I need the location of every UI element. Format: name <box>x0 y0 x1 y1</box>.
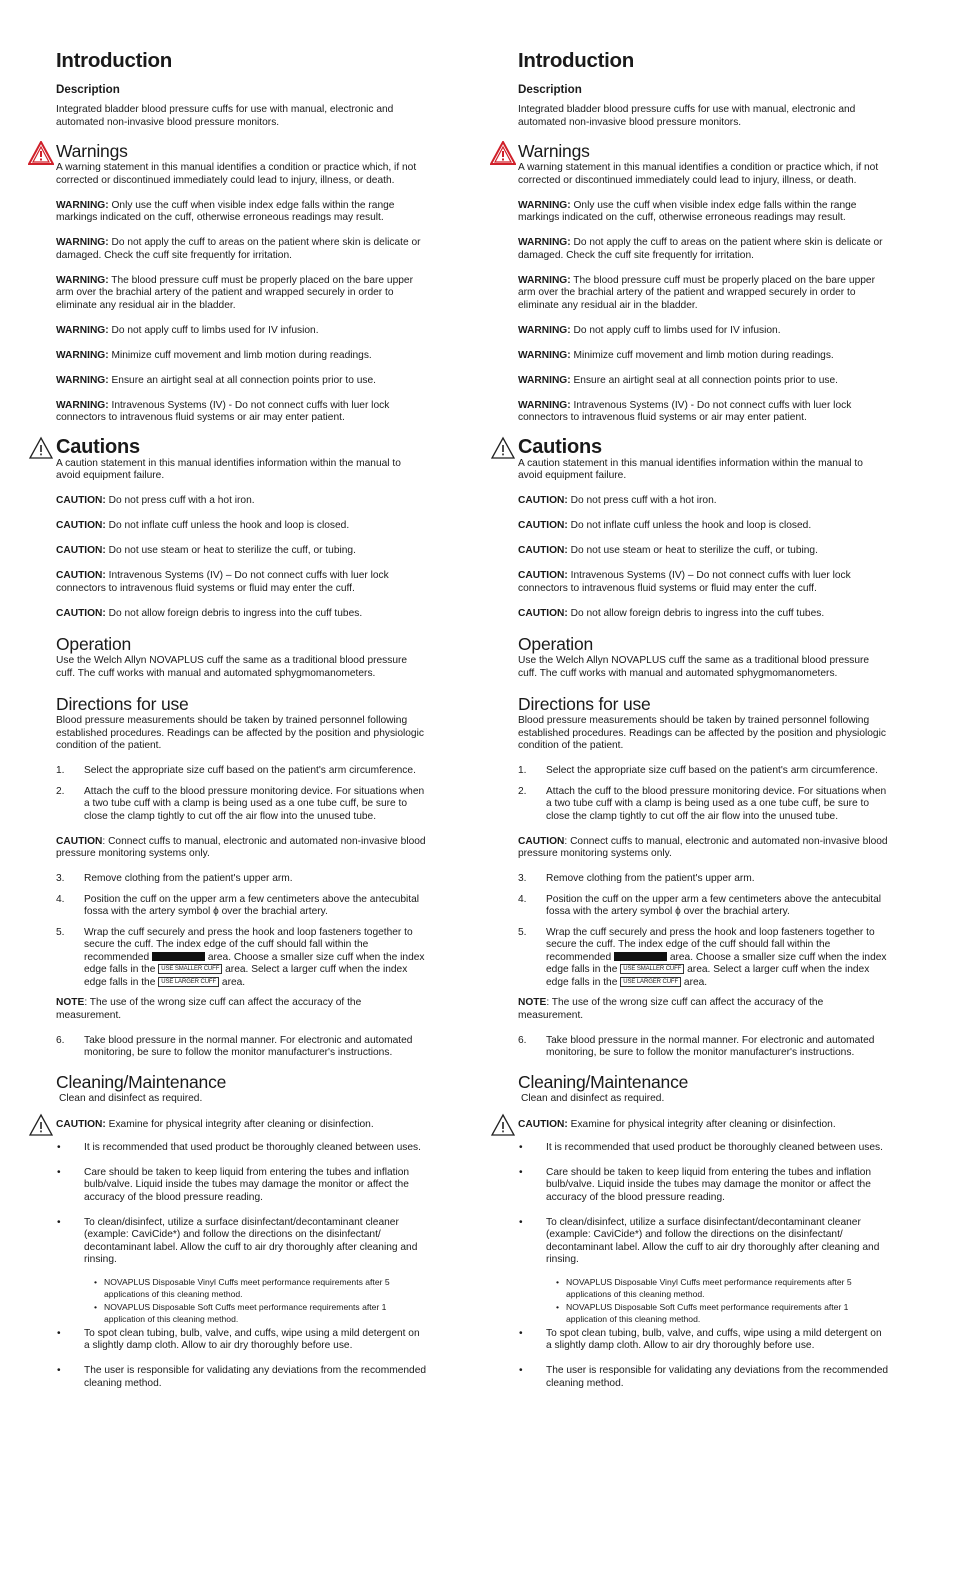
directions-note: NOTE: The use of the wrong size cuff can affect the accuracy of the measurement. <box>518 997 824 1021</box>
warning-triangle-icon <box>28 141 54 165</box>
warning-item: WARNING: Do not apply cuff to limbs used for IV infusion. <box>56 324 319 336</box>
warning-item: WARNING: Intravenous Systems (IV) - Do not connect cuffs with luer lock connectors to intravenous fluid systems or air may enter patient. <box>518 399 852 423</box>
step-item: 1. Select the appropriate size cuff based on the patient's arm circumference. <box>56 765 416 776</box>
operation-text: Use the Welch Allyn NOVAPLUS cuff the same as a traditional blood pressure cuff. The cuff works with manual and automated sphygmomanometers. <box>56 655 408 679</box>
cautions-section <box>56 436 428 621</box>
bullet-item: • Care should be taken to keep liquid from entering the tubes and inflation bulb/valve. Liquid inside the tubes may damage the monitor or affect the accuracy of the blood pressure reading. <box>519 1166 872 1203</box>
operation-title: Operation <box>518 634 594 654</box>
cleaning-bullets <box>518 1142 890 1267</box>
sub-bullet-item: • NOVAPLUS Disposable Soft Cuffs meet performance requirements after 1 application of this cleaning method. <box>94 1301 387 1324</box>
bullet-item: • Care should be taken to keep liquid from entering the tubes and inflation bulb/valve. Liquid inside the tubes may damage the monitor or affect the accuracy of the blood pressure reading. <box>57 1166 410 1203</box>
step-item: 5. Wrap the cuff securely and press the hook and loop fasteners together to secure the cuff. The index edge of the cuff should fall within the recommended area. Choose a smaller size cuff when the index edge falls in the USE SMALLER CUFF area. Select a larger cuff when the index edge falls in the USE LARGER CUFF area. <box>56 926 425 988</box>
cleaning-caution: CAUTION: Examine for physical integrity after cleaning or disinfection. <box>518 1119 890 1132</box>
cleaning-bullets-continued <box>56 1328 428 1391</box>
warning-item: WARNING: Only use the cuff when visible index edge falls within the range markings indicated on the cuff, otherwise erroneous readings may result. <box>56 199 395 223</box>
cleaning-sub-bullets <box>94 1276 428 1326</box>
range-marking-redaction <box>152 952 205 961</box>
step-item: 2. Attach the cuff to the blood pressure monitoring device. For situations when a two tube cuff with a clamp is being used as a one tube cuff, be sure to close the clamp tightly to cut off the air flow into the unused tube. <box>56 785 425 822</box>
cleaning-title: Cleaning/Maintenance <box>518 1071 689 1092</box>
step-item: 1. Select the appropriate size cuff based on the patient's arm circumference. <box>518 765 878 776</box>
caution-item: CAUTION: Do not allow foreign debris to ingress into the cuff tubes. <box>518 607 825 619</box>
left-column <box>56 48 428 1390</box>
directions-note: NOTE: The use of the wrong size cuff can affect the accuracy of the measurement. <box>56 997 362 1021</box>
cleaning-section <box>56 1072 428 1391</box>
directions-step-6 <box>56 1035 428 1060</box>
warning-item: WARNING: Minimize cuff movement and limb motion during readings. <box>518 349 834 361</box>
directions-intro: Blood pressure measurements should be taken by trained personnel following established procedures. Readings can be affected by the position and physiologic condition of the patient. <box>56 715 424 751</box>
use-larger-cuff-label: USE LARGER CUFF <box>620 977 681 987</box>
caution-triangle-icon <box>490 1113 516 1137</box>
warning-item: WARNING: Do not apply the cuff to areas on the patient where skin is delicate or damaged. Check the cuff site frequently for irritation. <box>518 237 883 261</box>
cleaning-intro: Clean and disinfect as required. <box>59 1092 203 1104</box>
warnings-section <box>518 141 890 425</box>
step-item: 6. Take blood pressure in the normal manner. For electronic and automated monitoring, be sure to follow the monitor manufacturer's instructions. <box>56 1034 413 1058</box>
sub-bullet-item: • NOVAPLUS Disposable Soft Cuffs meet performance requirements after 1 application of this cleaning method. <box>556 1301 849 1324</box>
directions-steps <box>56 765 428 823</box>
caution-item: CAUTION: Do not press cuff with a hot iron. <box>56 495 255 506</box>
directions-steps <box>518 765 890 823</box>
caution-item: CAUTION: Do not inflate cuff unless the hook and loop is closed. <box>56 520 350 531</box>
cautions-list <box>56 495 428 620</box>
right-column <box>518 48 890 1390</box>
step-item: 2. Attach the cuff to the blood pressure monitoring device. For situations when a two tube cuff with a clamp is being used as a one tube cuff, be sure to close the clamp tightly to cut off the air flow into the unused tube. <box>518 785 887 822</box>
use-larger-cuff-label: USE LARGER CUFF <box>158 977 219 987</box>
step-item: 4. Position the cuff on the upper arm a few centimeters above the antecubital fossa with the artery symbol ϕ over the brachial artery. <box>518 893 882 917</box>
cleaning-intro: Clean and disinfect as required. <box>521 1092 665 1104</box>
description-text: Integrated bladder blood pressure cuffs for use with manual, electronic and automated non-invasive blood pressure monitors. <box>56 104 394 128</box>
caution-triangle-icon <box>28 1113 54 1137</box>
cautions-section <box>518 436 890 621</box>
warnings-section <box>56 141 428 425</box>
cleaning-bullets-continued <box>518 1328 890 1391</box>
directions-intro: Blood pressure measurements should be taken by trained personnel following established procedures. Readings can be affected by the position and physiologic condition of the patient. <box>518 715 886 751</box>
bullet-item: • The user is responsible for validating any deviations from the recommended cleaning method. <box>57 1365 427 1389</box>
step-item: 6. Take blood pressure in the normal manner. For electronic and automated monitoring, be sure to follow the monitor manufacturer's instructions. <box>518 1034 875 1058</box>
directions-section <box>56 694 428 1060</box>
caution-item: CAUTION: Intravenous Systems (IV) – Do not connect cuffs with luer lock connectors to intravenous fluid systems or fluid may enter the cuff. <box>56 570 389 594</box>
artery-symbol-icon: ϕ <box>213 906 219 917</box>
warning-item: WARNING: Ensure an airtight seal at all connection points prior to use. <box>56 374 376 386</box>
cleaning-title: Cleaning/Maintenance <box>56 1071 227 1092</box>
directions-caution: CAUTION: Connect cuffs to manual, electronic and automated non-invasive blood pressure monitoring systems only. <box>56 835 426 859</box>
bullet-item: • To spot clean tubing, bulb, valve, and cuffs, wipe using a mild detergent on a slightly damp cloth. Allow to air dry thoroughly before use. <box>57 1327 420 1351</box>
step-item: 3. Remove clothing from the patient's upper arm. <box>518 873 755 884</box>
directions-caution: CAUTION: Connect cuffs to manual, electronic and automated non-invasive blood pressure monitoring systems only. <box>518 835 888 859</box>
step-item: 4. Position the cuff on the upper arm a few centimeters above the antecubital fossa with the artery symbol ϕ over the brachial artery. <box>56 893 420 917</box>
use-smaller-cuff-label: USE SMALLER CUFF <box>158 964 222 974</box>
caution-item: CAUTION: Do not use steam or heat to sterilize the cuff, or tubing. <box>518 545 818 556</box>
range-marking-redaction <box>614 952 667 961</box>
warnings-intro: A warning statement in this manual identifies a condition or practice which, if not corrected or discontinued immediately could lead to injury, illness, or death. <box>518 162 879 186</box>
bullet-item: • To clean/disinfect, utilize a surface disinfectant/decontaminant cleaner (example: CaviCide*) and follow the directions on the disinfectant/ decontaminant label. Allow the cuff to air dry thoroughly after cleaning and rinsing. <box>519 1216 880 1265</box>
directions-section <box>518 694 890 1060</box>
description-heading: Description <box>518 83 582 96</box>
warnings-list <box>56 200 428 425</box>
caution-triangle-icon <box>28 436 54 460</box>
caution-item: CAUTION: Do not use steam or heat to sterilize the cuff, or tubing. <box>56 545 356 556</box>
caution-item: CAUTION: Do not inflate cuff unless the hook and loop is closed. <box>518 520 812 531</box>
description-text: Integrated bladder blood pressure cuffs for use with manual, electronic and automated non-invasive blood pressure monitors. <box>518 104 856 128</box>
cleaning-bullets <box>56 1142 428 1267</box>
directions-steps-continued <box>518 873 890 989</box>
warning-item: WARNING: The blood pressure cuff must be properly placed on the bare upper arm over the brachial artery of the patient and wrapped securely in order to eliminate any residual air in the bladder. <box>56 274 413 311</box>
sub-bullet-item: • NOVAPLUS Disposable Vinyl Cuffs meet performance requirements after 5 applications of this cleaning method. <box>94 1276 390 1299</box>
directions-title: Directions for use <box>56 694 189 714</box>
warning-item: WARNING: Intravenous Systems (IV) - Do not connect cuffs with luer lock connectors to intravenous fluid systems or air may enter patient. <box>56 399 390 423</box>
bullet-item: • To spot clean tubing, bulb, valve, and cuffs, wipe using a mild detergent on a slightly damp cloth. Allow to air dry thoroughly before use. <box>519 1327 882 1351</box>
warning-item: WARNING: Ensure an airtight seal at all connection points prior to use. <box>518 374 838 386</box>
warning-item: WARNING: Minimize cuff movement and limb motion during readings. <box>56 349 372 361</box>
step-item: 3. Remove clothing from the patient's upper arm. <box>56 873 293 884</box>
cautions-title: Cautions <box>518 435 602 458</box>
caution-item: CAUTION: Intravenous Systems (IV) – Do not connect cuffs with luer lock connectors to intravenous fluid systems or fluid may enter the cuff. <box>518 570 851 594</box>
directions-steps-continued <box>56 873 428 989</box>
step-item: 5. Wrap the cuff securely and press the hook and loop fasteners together to secure the cuff. The index edge of the cuff should fall within the recommended area. Choose a smaller size cuff when the index edge falls in the USE SMALLER CUFF area. Select a larger cuff when the index edge falls in the USE LARGER CUFF area. <box>518 926 887 988</box>
page-title: Introduction <box>518 49 634 72</box>
warnings-intro: A warning statement in this manual identifies a condition or practice which, if not corrected or discontinued immediately could lead to injury, illness, or death. <box>56 162 417 186</box>
cleaning-caution: CAUTION: Examine for physical integrity after cleaning or disinfection. <box>56 1119 428 1132</box>
sub-bullet-item: • NOVAPLUS Disposable Vinyl Cuffs meet performance requirements after 5 applications of this cleaning method. <box>556 1276 852 1299</box>
warning-item: WARNING: Only use the cuff when visible index edge falls within the range markings indicated on the cuff, otherwise erroneous readings may result. <box>518 199 857 223</box>
caution-triangle-icon <box>490 436 516 460</box>
bullet-item: • It is recommended that used product be thoroughly cleaned between uses. <box>57 1141 421 1153</box>
directions-title: Directions for use <box>518 694 651 714</box>
operation-section <box>518 634 890 680</box>
bullet-item: • It is recommended that used product be thoroughly cleaned between uses. <box>519 1141 883 1153</box>
directions-step-6 <box>518 1035 890 1060</box>
cleaning-sub-bullets <box>556 1276 890 1326</box>
use-smaller-cuff-label: USE SMALLER CUFF <box>620 964 684 974</box>
cautions-intro: A caution statement in this manual identifies information within the manual to avoid equipment failure. <box>518 457 863 481</box>
description-heading: Description <box>56 83 120 96</box>
cautions-list <box>518 495 890 620</box>
warnings-list <box>518 200 890 425</box>
bullet-item: • The user is responsible for validating any deviations from the recommended cleaning method. <box>519 1365 889 1389</box>
caution-item: CAUTION: Do not allow foreign debris to ingress into the cuff tubes. <box>56 607 363 619</box>
operation-title: Operation <box>56 634 132 654</box>
cleaning-section <box>518 1072 890 1391</box>
cautions-intro: A caution statement in this manual identifies information within the manual to avoid equipment failure. <box>56 457 401 481</box>
warning-item: WARNING: The blood pressure cuff must be properly placed on the bare upper arm over the brachial artery of the patient and wrapped securely in order to eliminate any residual air in the bladder. <box>518 274 875 311</box>
warning-item: WARNING: Do not apply cuff to limbs used for IV infusion. <box>518 324 781 336</box>
page-title: Introduction <box>56 49 172 72</box>
artery-symbol-icon: ϕ <box>675 906 681 917</box>
operation-section <box>56 634 428 680</box>
caution-item: CAUTION: Do not press cuff with a hot iron. <box>518 495 717 506</box>
warnings-title: Warnings <box>56 141 128 161</box>
cautions-title: Cautions <box>56 435 140 458</box>
warning-triangle-icon <box>490 141 516 165</box>
bullet-item: • To clean/disinfect, utilize a surface disinfectant/decontaminant cleaner (example: CaviCide*) and follow the directions on the disinfectant/ decontaminant label. Allow the cuff to air dry thoroughly after cleaning and rinsing. <box>57 1216 418 1265</box>
warnings-title: Warnings <box>518 141 590 161</box>
operation-text: Use the Welch Allyn NOVAPLUS cuff the same as a traditional blood pressure cuff. The cuff works with manual and automated sphygmomanometers. <box>518 655 870 679</box>
warning-item: WARNING: Do not apply the cuff to areas on the patient where skin is delicate or damaged. Check the cuff site frequently for irritation. <box>56 237 421 261</box>
